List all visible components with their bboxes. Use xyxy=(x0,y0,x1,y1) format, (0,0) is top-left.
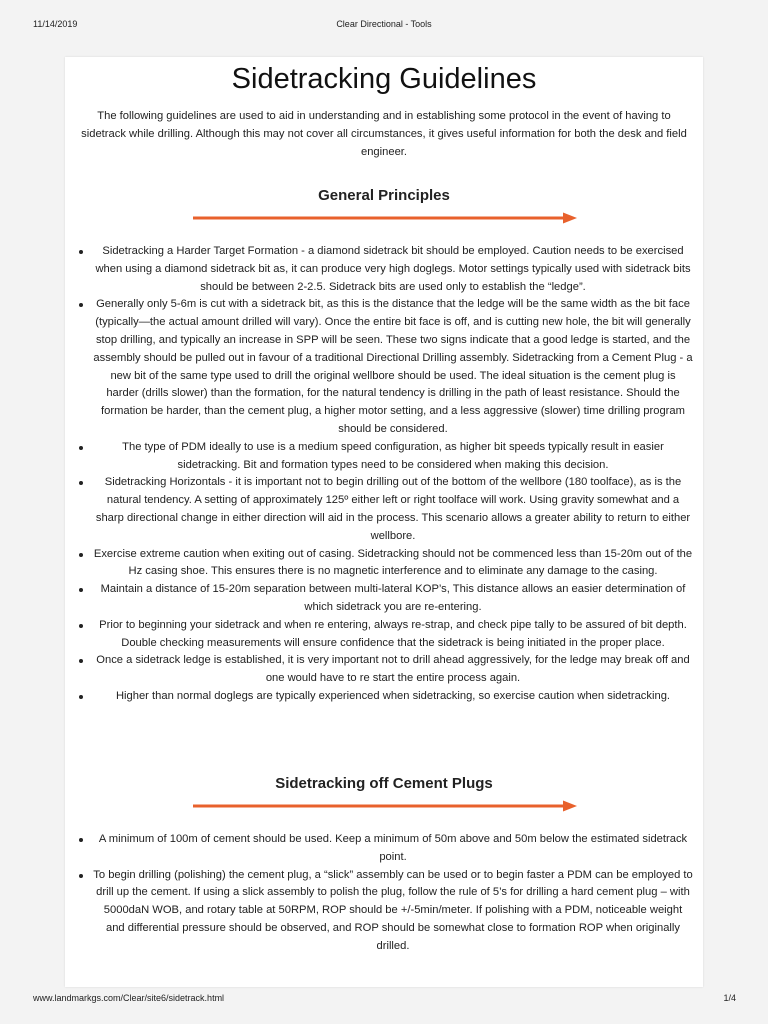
bullet-icon xyxy=(79,588,83,592)
arrow-divider-icon xyxy=(193,800,577,812)
page-number: 1/4 xyxy=(723,993,736,1003)
document-page xyxy=(65,57,703,987)
bullet-icon xyxy=(79,553,83,557)
bullet-icon xyxy=(79,481,83,485)
bullet-icon xyxy=(79,695,83,699)
source-url-link[interactable]: www.landmarkgs.com/Clear/site6/sidetrack.html xyxy=(33,993,225,1003)
bullet-icon xyxy=(79,838,83,842)
print-header xyxy=(0,19,768,31)
bullet-icon xyxy=(79,250,83,254)
list-item: A minimum of 100m of cement should be used. Keep a minimum of 50m above and 50m below the estimated sidetrack point. xyxy=(79,831,693,867)
list-item: Prior to beginning your sidetrack and when re entering, always re-strap, and check pipe tally to be assured of bit depth. Double checking measurements will ensure confidence that the sidetrack is being initiated in the proper place. xyxy=(79,617,693,653)
intro-paragraph: The following guidelines are used to aid in understanding and in establishing some protocol in the event of having to sidetrack while drilling. Although this may not cover all circumstances, it gives useful information for both the desk and field engineer. xyxy=(81,110,687,159)
cement-plugs-list xyxy=(79,831,693,956)
bullet-icon xyxy=(79,874,83,878)
section-heading-cement-plugs: Sidetracking off Cement Plugs xyxy=(275,775,493,792)
arrow-divider-head xyxy=(563,801,577,812)
list-item: Once a sidetrack ledge is established, it is very important not to drill ahead aggressively, for the ledge may break off and one would have to re start the entire process again. xyxy=(79,652,693,688)
print-footer xyxy=(0,993,768,1005)
print-date: 11/14/2019 xyxy=(33,19,78,29)
list-item: Sidetracking a Harder Target Formation - a diamond sidetrack bit should be employed. Caution needs to be exercised when using a diamond sidetrack bit as, it can produce very high doglegs. Motor settings typically used with sidetrack bits should be between 2-2.5. Sidetrack bits are used only to establish the “ledge”. xyxy=(79,243,693,296)
general-principles-list xyxy=(79,243,693,706)
section-heading-general-principles: General Principles xyxy=(318,187,450,204)
bullet-icon xyxy=(79,659,83,663)
list-item: Generally only 5-6m is cut with a sidetrack bit, as this is the distance that the ledge will be the same width as the bit face (typically—the actual amount drilled will vary). Once the entire bit face is off, and is cutting new hole, the bit will generally stop drilling, and typically an increase in SPP will be seen. These two signs indicate that a good ledge is started, and the assembly should be pulled out in favour of a traditional Directional Drilling assembly. Sidetracking from a Cement Plug - a new bit of the same type used to drill the original wellbore should be used. The ideal situation is the cement plug is harder (drills slower) than the formation, for the natural tendency is drilling in the path of least resistance. Should the formation be harder, than the cement plug, a higher motor setting, and a less aggressive (slower) time drilling program should be considered. xyxy=(79,296,693,438)
list-item: Exercise extreme caution when exiting out of casing. Sidetracking should not be commenced less than 15-20m out of the Hz casing shoe. This ensures there is no magnetic interference and to eliminate any damage to the casing. xyxy=(79,546,693,582)
arrow-divider-head xyxy=(563,213,577,224)
page-title: Sidetracking Guidelines xyxy=(231,63,537,95)
list-item: Higher than normal doglegs are typically experienced when sidetracking, so exercise caution when sidetracking. xyxy=(79,688,693,706)
list-item: Sidetracking Horizontals - it is important not to begin drilling out of the bottom of the wellbore (180 toolface), as is the natural tendency. A setting of approximately 125º either left or right toolface will work. Using gravity somewhat and a sharp directional change in either direction will aid in the process. This scenario allows a greater ability to return to either wellbore. xyxy=(79,474,693,545)
arrow-divider-icon xyxy=(193,212,577,224)
bullet-icon xyxy=(79,624,83,628)
print-page-title: Clear Directional - Tools xyxy=(336,19,432,29)
list-item: Maintain a distance of 15-20m separation between multi-lateral KOP’s, This distance allows an easier determination of which sidetrack you are re-entering. xyxy=(79,581,693,617)
bullet-icon xyxy=(79,303,83,307)
list-item: The type of PDM ideally to use is a medium speed configuration, as higher bit speeds typically result in easier sidetracking. Bit and formation types need to be considered when making this decision. xyxy=(79,439,693,475)
list-item: To begin drilling (polishing) the cement plug, a “slick” assembly can be used or to begin faster a PDM can be employed to drill up the cement. If using a slick assembly to polish the plug, follow the rule of 5’s for drilling a hard cement plug – with 5000daN WOB, and rotary table at 50RPM, ROP should be +/-5min/meter. If polishing with a PDM, noticeable weight and differential pressure should be observed, and ROP should be somewhat close to formation ROP when originally drilled. xyxy=(79,867,693,956)
bullet-icon xyxy=(79,446,83,450)
